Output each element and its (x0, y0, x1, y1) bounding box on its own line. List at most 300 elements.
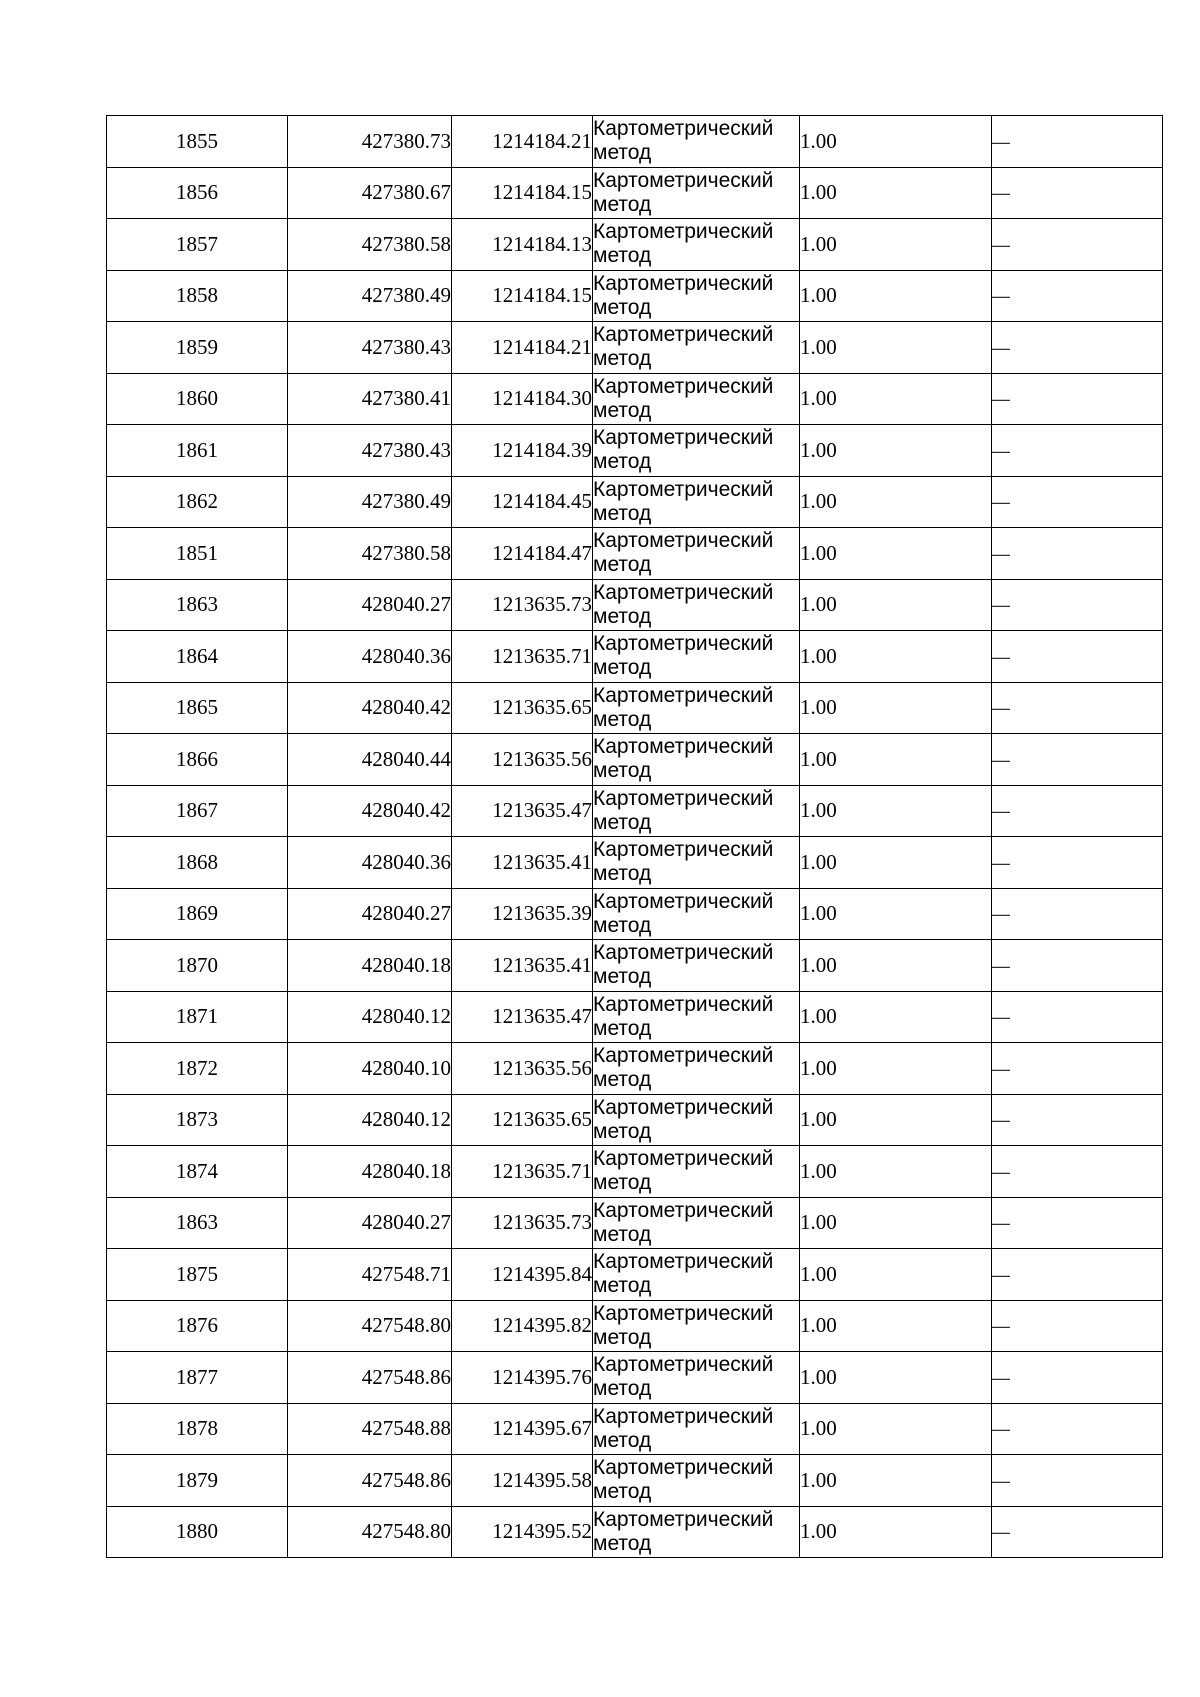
point-number: 1866 (176, 746, 218, 771)
accuracy-cell (800, 1455, 992, 1507)
table-row (107, 1249, 1163, 1301)
point-number: 1868 (176, 849, 218, 874)
accuracy-cell (800, 888, 992, 940)
table-row (107, 1455, 1163, 1507)
point-number-cell (107, 116, 288, 168)
method-line-2: метод (593, 759, 652, 783)
description-cell (992, 1506, 1163, 1558)
accuracy-cell (800, 476, 992, 528)
x-coordinate: 427380.67 (361, 180, 451, 205)
point-number-cell (107, 1197, 288, 1249)
point-number: 1857 (176, 231, 218, 256)
table-row (107, 1146, 1163, 1198)
point-number: 1873 (176, 1107, 218, 1132)
accuracy-cell (800, 940, 992, 992)
accuracy-cell (800, 219, 992, 271)
description-dash: — (992, 1522, 1010, 1543)
accuracy-value: 1.00 (800, 1004, 837, 1029)
point-number: 1870 (176, 952, 218, 977)
accuracy-value: 1.00 (800, 1210, 837, 1235)
description-cell (992, 1043, 1163, 1095)
y-coordinate: 1213635.47 (492, 1004, 592, 1029)
x-coordinate-cell (288, 1197, 452, 1249)
x-coordinate-cell (288, 940, 452, 992)
y-coordinate: 1214395.58 (492, 1467, 592, 1492)
method-line-2: метод (593, 347, 652, 371)
method-line-1: Картометрический (593, 1301, 774, 1325)
description-cell (992, 940, 1163, 992)
method-cell (593, 1352, 800, 1404)
table-row (107, 631, 1163, 683)
point-number-cell (107, 991, 288, 1043)
method-line-1: Картометрический (593, 477, 774, 501)
point-number-cell (107, 270, 288, 322)
point-number: 1878 (176, 1416, 218, 1441)
coordinates-table (106, 115, 1163, 1558)
description-dash: — (992, 234, 1010, 255)
accuracy-cell (800, 1094, 992, 1146)
table-row (107, 373, 1163, 425)
accuracy-value: 1.00 (800, 334, 837, 359)
method-line-1: Картометрический (593, 889, 774, 913)
method-line-2: метод (593, 810, 652, 834)
x-coordinate: 427548.86 (361, 1467, 451, 1492)
method-line-1: Картометрический (593, 374, 774, 398)
point-number: 1863 (176, 592, 218, 617)
y-coordinate-cell (452, 322, 593, 374)
description-dash: — (992, 1264, 1010, 1285)
table-row (107, 1094, 1163, 1146)
accuracy-value: 1.00 (800, 489, 837, 514)
accuracy-cell (800, 528, 992, 580)
point-number: 1876 (176, 1313, 218, 1338)
accuracy-cell (800, 1043, 992, 1095)
point-number-cell (107, 837, 288, 889)
table-row (107, 734, 1163, 786)
method-cell (593, 116, 800, 168)
y-coordinate-cell (452, 837, 593, 889)
point-number-cell (107, 1146, 288, 1198)
x-coordinate: 428040.42 (361, 695, 451, 720)
x-coordinate: 428040.27 (361, 1210, 451, 1235)
point-number-cell (107, 167, 288, 219)
y-coordinate-cell (452, 940, 593, 992)
x-coordinate-cell (288, 167, 452, 219)
x-coordinate-cell (288, 1043, 452, 1095)
point-number: 1871 (176, 1004, 218, 1029)
x-coordinate: 428040.27 (361, 592, 451, 617)
coordinates-table-body (107, 116, 1163, 1558)
method-line-2: метод (593, 1274, 652, 1298)
description-cell (992, 476, 1163, 528)
description-dash: — (992, 183, 1010, 204)
description-dash: — (992, 337, 1010, 358)
y-coordinate: 1213635.71 (492, 643, 592, 668)
description-cell (992, 991, 1163, 1043)
point-number: 1877 (176, 1364, 218, 1389)
description-dash: — (992, 1367, 1010, 1388)
y-coordinate: 1214395.52 (492, 1519, 592, 1544)
accuracy-value: 1.00 (800, 1055, 837, 1080)
accuracy-value: 1.00 (800, 1519, 837, 1544)
table-row (107, 528, 1163, 580)
method-line-1: Картометрический (593, 838, 774, 862)
x-coordinate: 428040.36 (361, 849, 451, 874)
y-coordinate: 1213635.56 (492, 746, 592, 771)
point-number: 1872 (176, 1055, 218, 1080)
accuracy-cell (800, 682, 992, 734)
accuracy-cell (800, 425, 992, 477)
y-coordinate: 1213635.71 (492, 1158, 592, 1183)
accuracy-cell (800, 322, 992, 374)
accuracy-value: 1.00 (800, 901, 837, 926)
x-coordinate: 427380.43 (361, 437, 451, 462)
point-number-cell (107, 631, 288, 683)
y-coordinate-cell (452, 888, 593, 940)
x-coordinate: 428040.42 (361, 798, 451, 823)
description-cell (992, 1249, 1163, 1301)
y-coordinate: 1214184.47 (492, 540, 592, 565)
method-line-1: Картометрический (593, 168, 774, 192)
method-line-2: метод (593, 1480, 652, 1504)
x-coordinate-cell (288, 837, 452, 889)
point-number-cell (107, 425, 288, 477)
x-coordinate-cell (288, 1146, 452, 1198)
point-number-cell (107, 322, 288, 374)
x-coordinate: 427548.80 (361, 1313, 451, 1338)
x-coordinate: 427548.71 (361, 1261, 451, 1286)
method-cell (593, 631, 800, 683)
accuracy-cell (800, 1249, 992, 1301)
method-line-2: метод (593, 965, 652, 989)
point-number-cell (107, 219, 288, 271)
point-number: 1879 (176, 1467, 218, 1492)
y-coordinate: 1214184.13 (492, 231, 592, 256)
x-coordinate-cell (288, 991, 452, 1043)
y-coordinate-cell (452, 785, 593, 837)
table-row (107, 270, 1163, 322)
description-cell (992, 888, 1163, 940)
y-coordinate-cell (452, 1197, 593, 1249)
method-cell (593, 1146, 800, 1198)
accuracy-cell (800, 991, 992, 1043)
method-line-1: Картометрический (593, 786, 774, 810)
x-coordinate: 427380.41 (361, 386, 451, 411)
accuracy-value: 1.00 (800, 1261, 837, 1286)
method-line-2: метод (593, 604, 652, 628)
method-line-1: Картометрический (593, 992, 774, 1016)
x-coordinate: 427380.49 (361, 283, 451, 308)
accuracy-value: 1.00 (800, 592, 837, 617)
point-number-cell (107, 785, 288, 837)
table-row (107, 1506, 1163, 1558)
y-coordinate-cell (452, 167, 593, 219)
description-dash: — (992, 904, 1010, 925)
accuracy-value: 1.00 (800, 180, 837, 205)
method-line-1: Картометрический (593, 683, 774, 707)
point-number-cell (107, 528, 288, 580)
description-cell (992, 322, 1163, 374)
method-cell (593, 991, 800, 1043)
method-cell (593, 682, 800, 734)
accuracy-value: 1.00 (800, 1107, 837, 1132)
x-coordinate-cell (288, 579, 452, 631)
x-coordinate-cell (288, 1094, 452, 1146)
y-coordinate-cell (452, 476, 593, 528)
x-coordinate-cell (288, 1506, 452, 1558)
point-number-cell (107, 373, 288, 425)
point-number: 1874 (176, 1158, 218, 1183)
method-cell (593, 579, 800, 631)
description-cell (992, 1197, 1163, 1249)
description-cell (992, 579, 1163, 631)
description-cell (992, 1146, 1163, 1198)
x-coordinate: 427548.86 (361, 1364, 451, 1389)
x-coordinate: 428040.18 (361, 1158, 451, 1183)
y-coordinate: 1214184.21 (492, 334, 592, 359)
x-coordinate-cell (288, 1403, 452, 1455)
point-number-cell (107, 1094, 288, 1146)
accuracy-cell (800, 1300, 992, 1352)
x-coordinate-cell (288, 888, 452, 940)
table-row (107, 476, 1163, 528)
description-cell (992, 373, 1163, 425)
y-coordinate: 1213635.47 (492, 798, 592, 823)
method-line-2: метод (593, 398, 652, 422)
accuracy-value: 1.00 (800, 849, 837, 874)
accuracy-value: 1.00 (800, 231, 837, 256)
description-dash: — (992, 749, 1010, 770)
method-line-2: метод (593, 1016, 652, 1040)
x-coordinate: 428040.12 (361, 1004, 451, 1029)
accuracy-cell (800, 270, 992, 322)
accuracy-cell (800, 1403, 992, 1455)
point-number: 1860 (176, 386, 218, 411)
method-cell (593, 837, 800, 889)
method-line-2: метод (593, 1531, 652, 1555)
method-line-1: Картометрический (593, 735, 774, 759)
accuracy-cell (800, 734, 992, 786)
description-dash: — (992, 1316, 1010, 1337)
accuracy-cell (800, 579, 992, 631)
y-coordinate-cell (452, 528, 593, 580)
method-line-1: Картометрический (593, 1095, 774, 1119)
accuracy-cell (800, 631, 992, 683)
y-coordinate: 1214184.39 (492, 437, 592, 462)
y-coordinate-cell (452, 1300, 593, 1352)
accuracy-value: 1.00 (800, 1416, 837, 1441)
accuracy-value: 1.00 (800, 746, 837, 771)
accuracy-value: 1.00 (800, 386, 837, 411)
x-coordinate-cell (288, 734, 452, 786)
method-line-2: метод (593, 913, 652, 937)
method-line-1: Картометрический (593, 1404, 774, 1428)
description-dash: — (992, 1161, 1010, 1182)
y-coordinate: 1214184.30 (492, 386, 592, 411)
point-number: 1851 (176, 540, 218, 565)
point-number: 1880 (176, 1519, 218, 1544)
y-coordinate: 1214395.76 (492, 1364, 592, 1389)
x-coordinate: 428040.10 (361, 1055, 451, 1080)
table-row (107, 579, 1163, 631)
y-coordinate-cell (452, 1352, 593, 1404)
method-line-1: Картометрический (593, 426, 774, 450)
method-line-2: метод (593, 862, 652, 886)
accuracy-cell (800, 167, 992, 219)
point-number: 1862 (176, 489, 218, 514)
method-cell (593, 167, 800, 219)
method-line-1: Картометрический (593, 1456, 774, 1480)
method-line-1: Картометрический (593, 323, 774, 347)
point-number: 1856 (176, 180, 218, 205)
accuracy-value: 1.00 (800, 798, 837, 823)
point-number-cell (107, 1043, 288, 1095)
method-cell (593, 219, 800, 271)
point-number: 1863 (176, 1210, 218, 1235)
method-line-2: метод (593, 656, 652, 680)
y-coordinate-cell (452, 1043, 593, 1095)
table-row (107, 682, 1163, 734)
method-cell (593, 373, 800, 425)
description-dash: — (992, 646, 1010, 667)
y-coordinate: 1213635.73 (492, 592, 592, 617)
method-cell (593, 322, 800, 374)
y-coordinate: 1213635.65 (492, 1107, 592, 1132)
point-number-cell (107, 1403, 288, 1455)
x-coordinate-cell (288, 270, 452, 322)
description-cell (992, 116, 1163, 168)
table-row (107, 1300, 1163, 1352)
table-row (107, 785, 1163, 837)
x-coordinate-cell (288, 682, 452, 734)
description-cell (992, 219, 1163, 271)
description-dash: — (992, 1058, 1010, 1079)
table-row (107, 219, 1163, 271)
x-coordinate-cell (288, 1300, 452, 1352)
y-coordinate-cell (452, 219, 593, 271)
table-row (107, 425, 1163, 477)
y-coordinate-cell (452, 425, 593, 477)
method-line-2: метод (593, 553, 652, 577)
point-number-cell (107, 1455, 288, 1507)
method-cell (593, 270, 800, 322)
description-dash: — (992, 1110, 1010, 1131)
accuracy-value: 1.00 (800, 643, 837, 668)
point-number: 1859 (176, 334, 218, 359)
method-line-2: метод (593, 1171, 652, 1195)
method-line-2: метод (593, 501, 652, 525)
method-cell (593, 888, 800, 940)
y-coordinate: 1214184.21 (492, 128, 592, 153)
method-line-1: Картометрический (593, 1044, 774, 1068)
x-coordinate: 427380.49 (361, 489, 451, 514)
table-row (107, 888, 1163, 940)
method-line-1: Картометрический (593, 117, 774, 141)
method-line-1: Картометрический (593, 271, 774, 295)
method-line-2: метод (593, 450, 652, 474)
point-number-cell (107, 1506, 288, 1558)
x-coordinate: 427380.58 (361, 231, 451, 256)
description-dash: — (992, 131, 1010, 152)
point-number-cell (107, 734, 288, 786)
y-coordinate-cell (452, 734, 593, 786)
description-cell (992, 682, 1163, 734)
table-row (107, 940, 1163, 992)
description-cell (992, 1094, 1163, 1146)
y-coordinate: 1214184.15 (492, 180, 592, 205)
x-coordinate-cell (288, 373, 452, 425)
accuracy-value: 1.00 (800, 695, 837, 720)
point-number-cell (107, 1352, 288, 1404)
description-dash: — (992, 801, 1010, 822)
accuracy-cell (800, 785, 992, 837)
accuracy-cell (800, 1197, 992, 1249)
table-row (107, 1403, 1163, 1455)
point-number-cell (107, 579, 288, 631)
method-line-2: метод (593, 1119, 652, 1143)
x-coordinate: 428040.18 (361, 952, 451, 977)
accuracy-value: 1.00 (800, 1364, 837, 1389)
method-cell (593, 1043, 800, 1095)
method-line-2: метод (593, 1325, 652, 1349)
description-cell (992, 1352, 1163, 1404)
description-cell (992, 1403, 1163, 1455)
accuracy-cell (800, 1146, 992, 1198)
x-coordinate-cell (288, 1352, 452, 1404)
method-line-2: метод (593, 192, 652, 216)
method-cell (593, 1455, 800, 1507)
accuracy-cell (800, 373, 992, 425)
method-line-1: Картометрический (593, 1353, 774, 1377)
description-dash: — (992, 389, 1010, 410)
point-number-cell (107, 1300, 288, 1352)
accuracy-cell (800, 1506, 992, 1558)
point-number: 1875 (176, 1261, 218, 1286)
description-dash: — (992, 1470, 1010, 1491)
y-coordinate-cell (452, 682, 593, 734)
method-line-1: Картометрический (593, 529, 774, 553)
y-coordinate: 1214184.15 (492, 283, 592, 308)
method-cell (593, 1300, 800, 1352)
method-cell (593, 425, 800, 477)
point-number-cell (107, 682, 288, 734)
y-coordinate-cell (452, 1403, 593, 1455)
description-cell (992, 1455, 1163, 1507)
table-row (107, 322, 1163, 374)
x-coordinate-cell (288, 528, 452, 580)
method-cell (593, 528, 800, 580)
description-dash: — (992, 1419, 1010, 1440)
accuracy-value: 1.00 (800, 437, 837, 462)
description-dash: — (992, 1213, 1010, 1234)
x-coordinate: 427380.43 (361, 334, 451, 359)
description-dash: — (992, 698, 1010, 719)
y-coordinate-cell (452, 1455, 593, 1507)
table-row (107, 1197, 1163, 1249)
point-number: 1855 (176, 128, 218, 153)
description-dash: — (992, 1007, 1010, 1028)
x-coordinate-cell (288, 116, 452, 168)
x-coordinate-cell (288, 476, 452, 528)
y-coordinate-cell (452, 1249, 593, 1301)
description-dash: — (992, 595, 1010, 616)
y-coordinate-cell (452, 1146, 593, 1198)
x-coordinate: 428040.27 (361, 901, 451, 926)
point-number: 1858 (176, 283, 218, 308)
table-row (107, 991, 1163, 1043)
description-cell (992, 1300, 1163, 1352)
description-cell (992, 167, 1163, 219)
